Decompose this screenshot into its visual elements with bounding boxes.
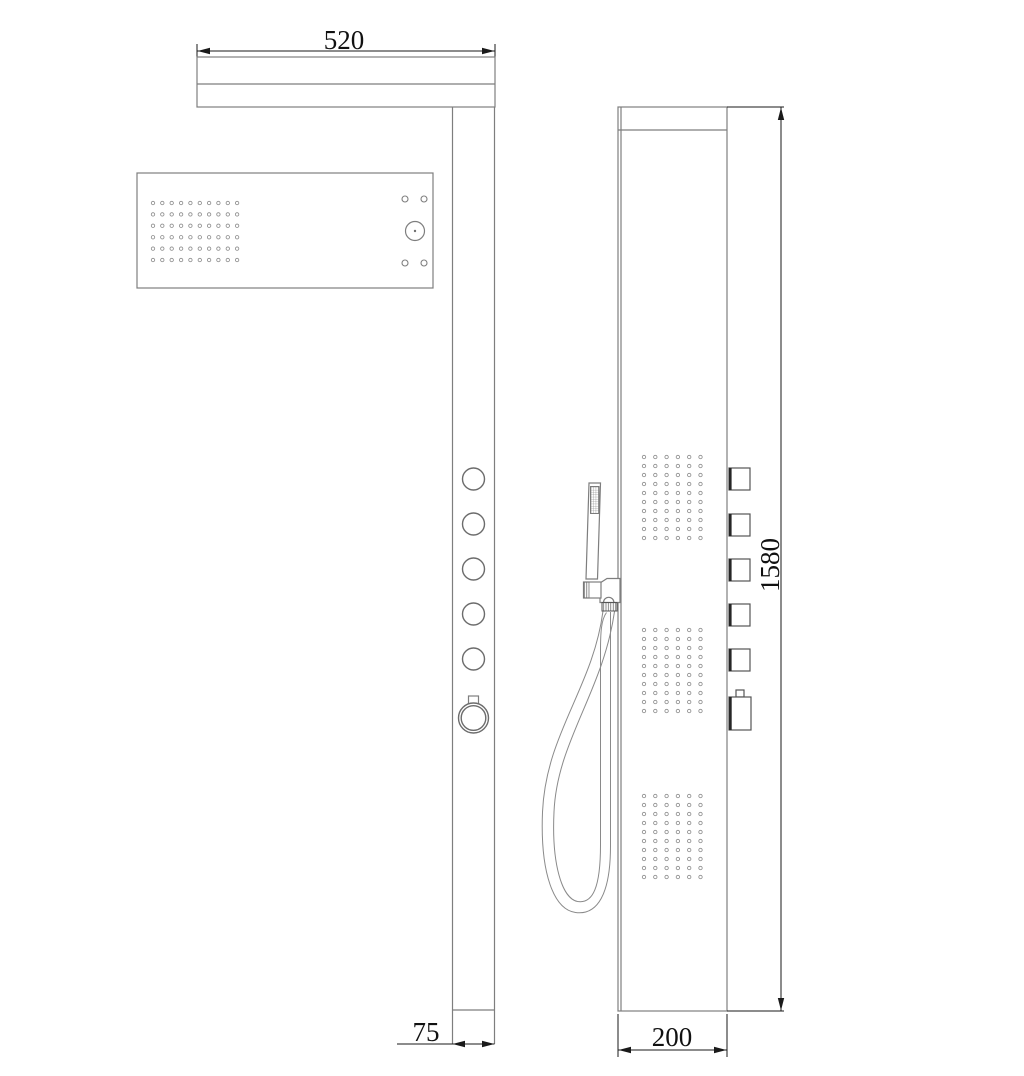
- hose-connector-nut: [602, 603, 617, 612]
- dimension-side-depth: [618, 1014, 727, 1057]
- dimension-side-depth-label: 200: [651, 1022, 693, 1052]
- overhead-shower-head: [137, 173, 433, 288]
- front-view: [137, 25, 495, 1047]
- dimension-base-width: [397, 1017, 495, 1047]
- arrow-left-icon: [453, 1041, 466, 1047]
- hand-shower: [542, 483, 620, 913]
- arrow-left-icon: [198, 48, 211, 54]
- arrow-up-icon: [778, 108, 784, 121]
- arrow-down-icon: [778, 998, 784, 1011]
- wand-spray-face: [591, 487, 600, 514]
- wand-holder-bracket: [584, 579, 621, 603]
- shower-hose: [542, 611, 614, 913]
- arrow-right-icon: [482, 1041, 495, 1047]
- side-panel: [618, 107, 727, 1011]
- dimension-base-width-label: 75: [412, 1017, 440, 1047]
- front-temperature-knob: [459, 696, 489, 733]
- hand-shower-wand: [586, 483, 601, 579]
- side-temperature-knob: [729, 690, 751, 730]
- arrow-right-icon: [482, 48, 495, 54]
- top-shelf: [197, 57, 495, 107]
- side-view: [542, 107, 785, 1057]
- arrow-left-icon: [619, 1047, 632, 1053]
- dimension-top-width: [197, 25, 495, 57]
- dimension-top-width-label: 520: [323, 25, 365, 55]
- front-temperature-knob-rings: [459, 703, 489, 733]
- side-buttons: [729, 468, 750, 671]
- arrow-right-icon: [714, 1047, 727, 1053]
- front-control-knobs: [463, 468, 485, 670]
- dimension-panel-height-label: 1580: [755, 538, 785, 592]
